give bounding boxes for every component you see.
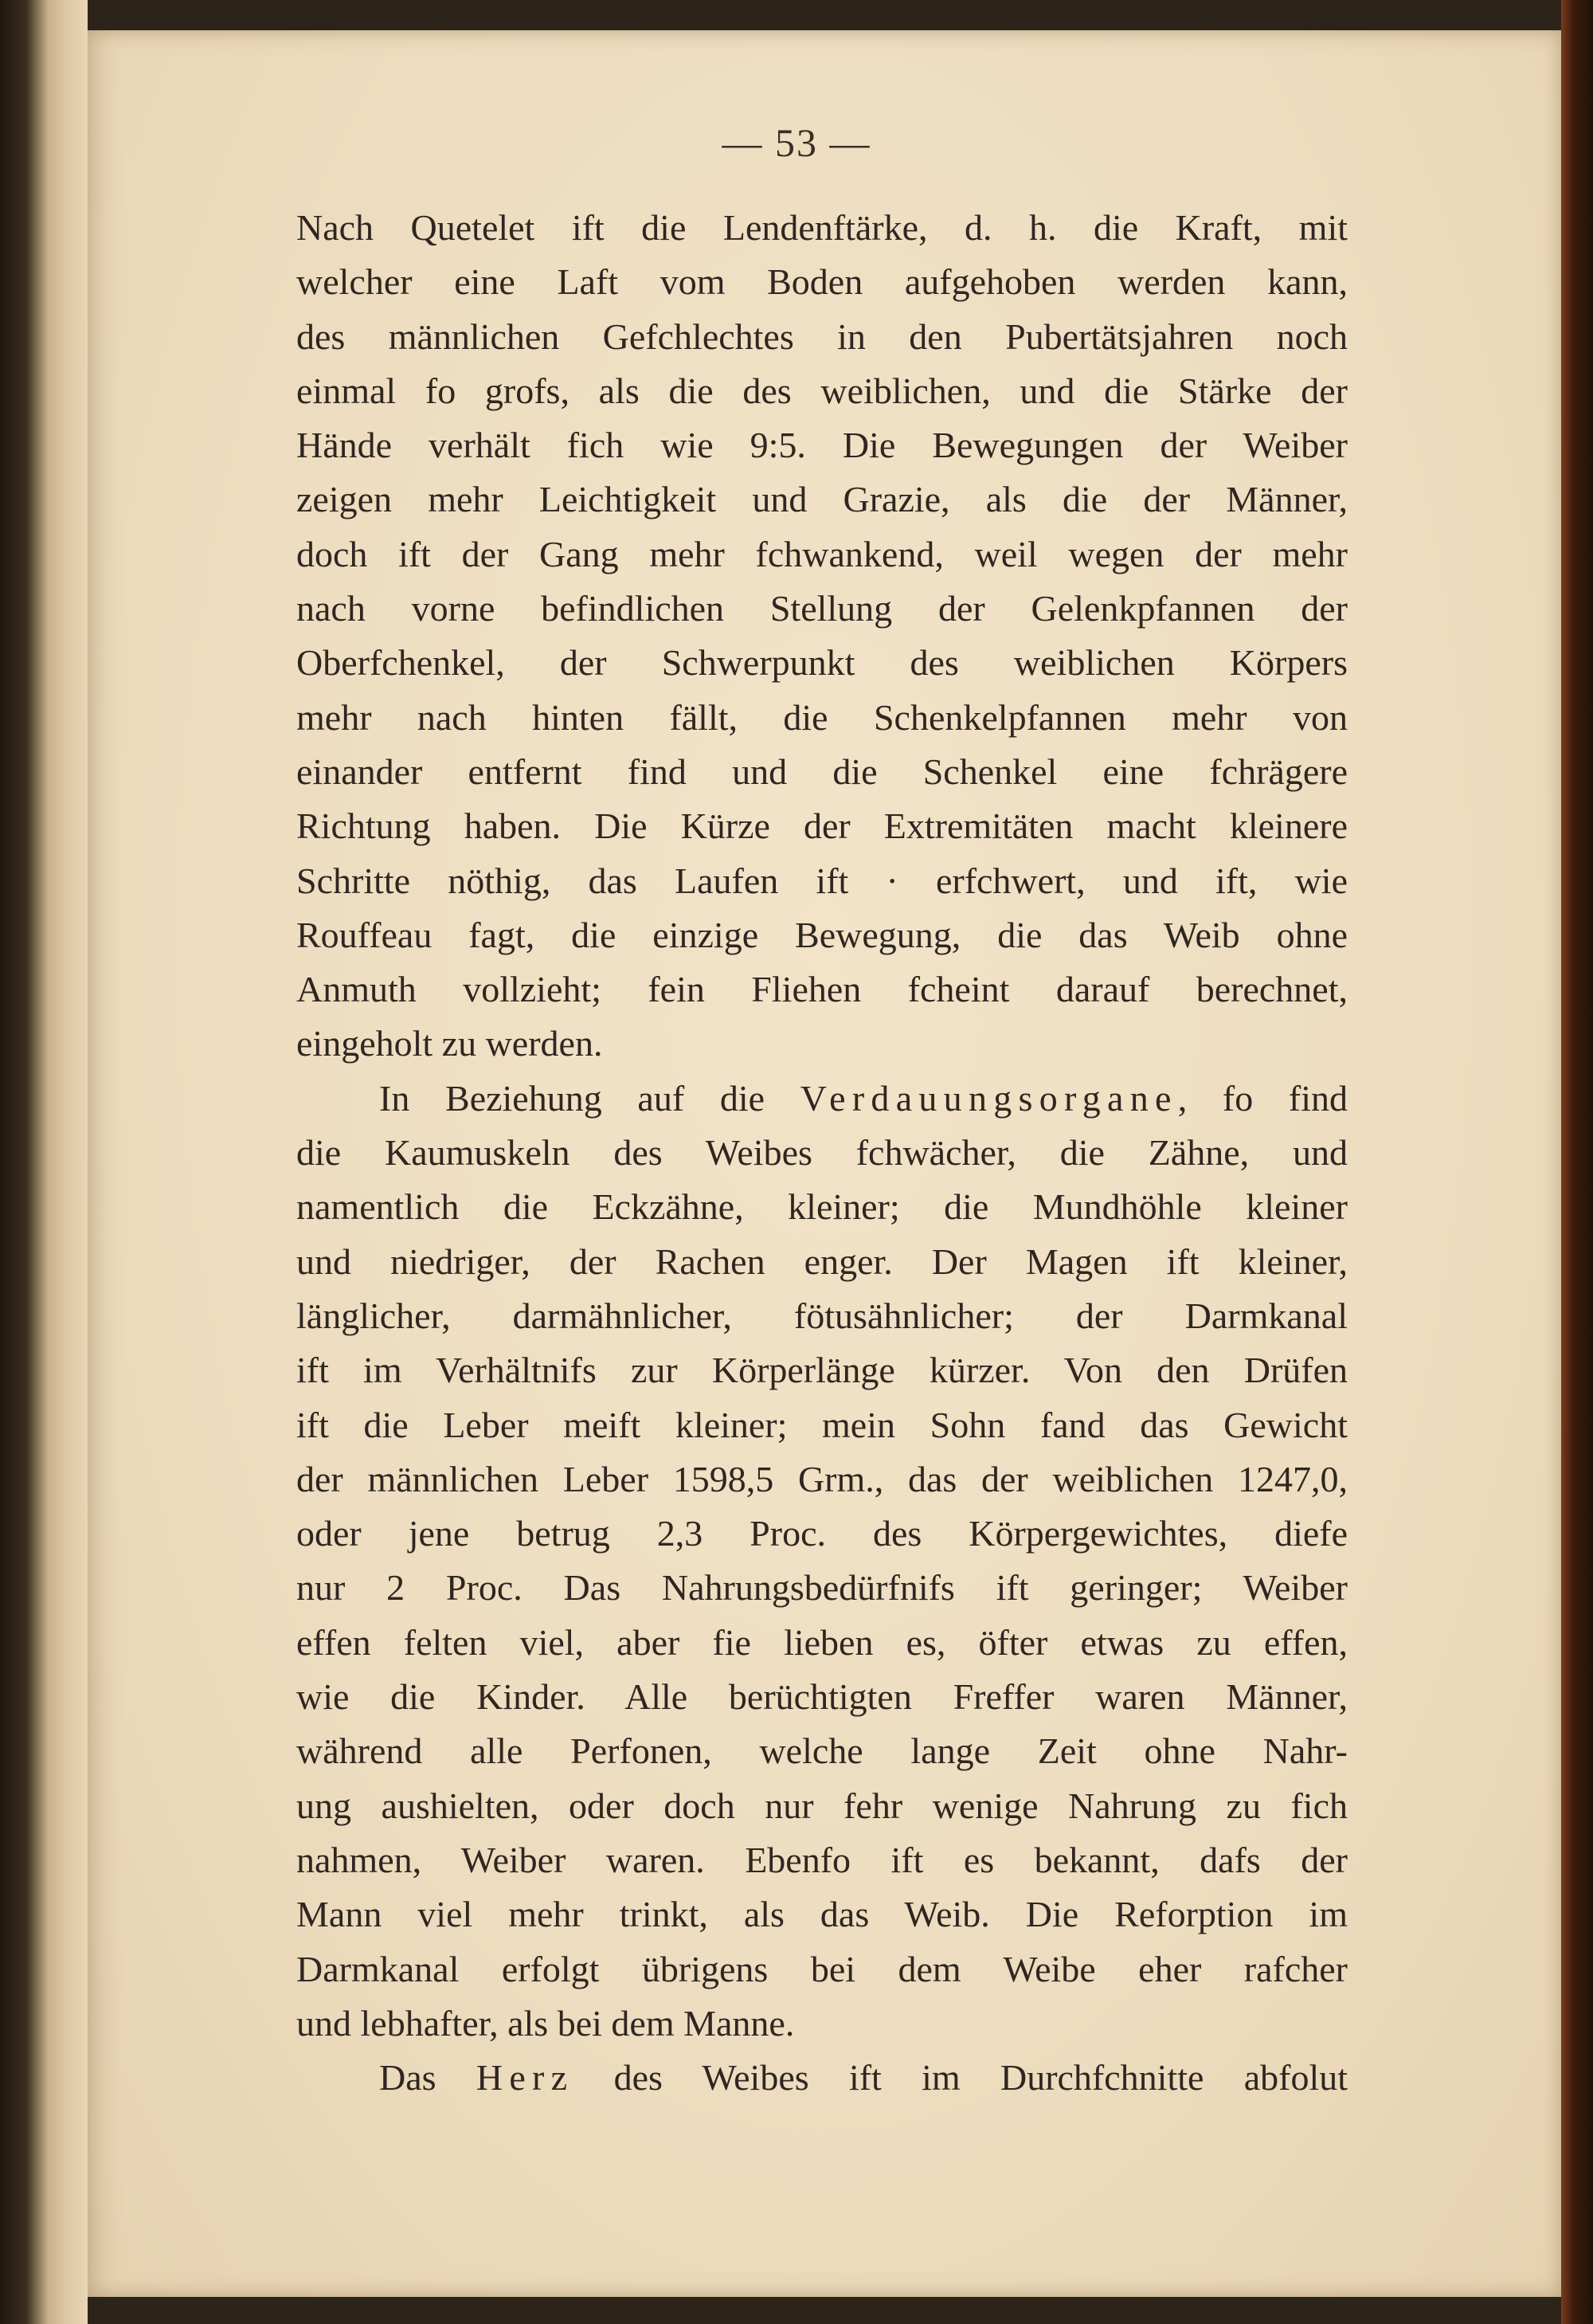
- text-line: Darmkanal erfolgt übrigens bei dem Weibe eher rafcher: [296, 1948, 1348, 1989]
- spaced-term: Herz: [476, 2057, 574, 2099]
- paragraph-start-line: [296, 2051, 1348, 2105]
- text-line: wie die Kinder. Alle berüchtigten Freffer waren Männer,: [296, 1676, 1348, 1718]
- text-line: eingeholt zu werden.: [296, 1023, 603, 1064]
- text-line: ift die Leber meift kleiner; mein Sohn fand das Gewicht: [296, 1404, 1348, 1445]
- text-line: während alle Perfonen, welche lange Zeit ohne Nahr-: [296, 1730, 1348, 1772]
- text-line: länglicher, darmähnlicher, fötusähnlicher; der Darmkanal: [296, 1295, 1348, 1336]
- text-line: zeigen mehr Leichtigkeit und Grazie, als die der Männer,: [296, 479, 1348, 520]
- text-line: ung aushielten, oder doch nur fehr wenige Nahrung zu fich: [296, 1785, 1348, 1826]
- text-fragment: Das: [379, 2057, 476, 2099]
- text-line: doch ift der Gang mehr fchwankend, weil wegen der mehr: [296, 533, 1348, 574]
- text-line: des männlichen Gefchlechtes in den Pubertätsjahren noch: [296, 315, 1348, 357]
- text-line: Schritte nöthig, das Laufen ift · erfchwert, und ift, wie: [296, 860, 1348, 901]
- text-line: nach vorne befindlichen Stellung der Gelenkpfannen der: [296, 588, 1348, 629]
- book-spine-shadow: [0, 0, 88, 2324]
- text-line: mehr nach hinten fällt, die Schenkelpfannen mehr von: [296, 696, 1348, 738]
- paragraph-start-line: [296, 1072, 1348, 1126]
- text-line: Mann viel mehr trinkt, als das Weib. Die Reforption im: [296, 1894, 1348, 1935]
- text-line: nur 2 Proc. Das Nahrungsbedürfnifs ift geringer; Weiber: [296, 1567, 1348, 1609]
- text-line: welcher eine Laft vom Boden aufgehoben werden kann,: [296, 261, 1348, 303]
- text-fragment: , fo find: [1177, 1077, 1348, 1119]
- text-fragment: des Weibes ift im Durchfchnitte abfolut: [573, 2057, 1348, 2099]
- page-number: — 53 —: [722, 120, 871, 165]
- text-line: die Kaumuskeln des Weibes fchwächer, die Zähne, und: [296, 1132, 1348, 1174]
- text-line: Rouffeau fagt, die einzige Bewegung, die das Weib ohne: [296, 914, 1348, 955]
- text-line: namentlich die Eckzähne, kleiner; die Mundhöhle kleiner: [296, 1186, 1348, 1228]
- text-line: ift im Verhältnifs zur Körperlänge kürzer. Von den Drüfen: [296, 1350, 1348, 1391]
- text-line: oder jene betrug 2,3 Proc. des Körpergewichtes, diefe: [296, 1513, 1348, 1554]
- text-line: Anmuth vollzieht; fein Fliehen fcheint darauf berechnet,: [296, 969, 1348, 1010]
- text-line: Oberfchenkel, der Schwerpunkt des weiblichen Körpers: [296, 642, 1348, 684]
- text-line: nahmen, Weiber waren. Ebenfo ift es bekannt, dafs der: [296, 1839, 1348, 1880]
- text-line: Richtung haben. Die Kürze der Extremitäten macht kleinere: [296, 805, 1348, 847]
- text-line: einander entfernt find und die Schenkel eine fchrägere: [296, 750, 1348, 792]
- text-line: effen felten viel, aber fie lieben es, öfter etwas zu effen,: [296, 1621, 1348, 1663]
- text-line: der männlichen Leber 1598,5 Grm., das der weiblichen 1247,0,: [296, 1458, 1348, 1499]
- text-line: Nach Quetelet ift die Lendenftärke, d. h. die Kraft, mit: [296, 207, 1348, 248]
- text-fragment: In Beziehung auf die: [379, 1077, 800, 1119]
- spaced-term: Verdauungsorgane: [800, 1077, 1178, 1119]
- text-line: und lebhafter, als bei dem Manne.: [296, 2002, 795, 2044]
- text-line: Hände verhält fich wie 9:5. Die Bewegungen der Weiber: [296, 425, 1348, 466]
- book-cover-edge: [1561, 0, 1593, 2324]
- body-text: [296, 201, 1348, 2105]
- text-line: und niedriger, der Rachen enger. Der Magen ift kleiner,: [296, 1240, 1348, 1282]
- text-line: einmal fo grofs, als die des weiblichen, und die Stärke der: [296, 370, 1348, 411]
